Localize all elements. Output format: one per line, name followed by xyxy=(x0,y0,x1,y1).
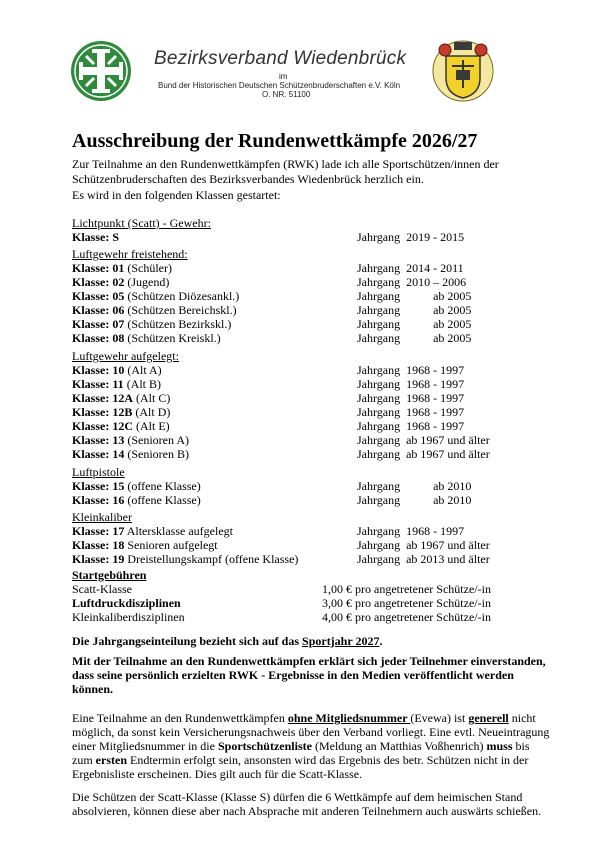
class-years: Jahrgang 1968 - 1997 xyxy=(357,524,465,538)
class-years: Jahrgang ab 2010 xyxy=(357,479,472,493)
class-years: Jahrgang ab 2005 xyxy=(357,303,472,317)
class-years: Jahrgang ab 2005 xyxy=(357,331,472,345)
para1-line-5: Ergebnisliste erscheinen. Dies gilt auch für die Scatt-Klasse. xyxy=(72,767,363,781)
class-years: Jahrgang ab 2010 xyxy=(357,493,472,507)
para1-line-1: Eine Teilnahme an den Rundenwettkämpfen ohne Mitgliedsnummer (Evewa) ist generell nicht xyxy=(72,711,536,725)
class-years: Jahrgang 1968 - 1997 xyxy=(357,391,465,405)
fee-amount: 1,00 € pro angetretener Schütze/-in xyxy=(322,582,491,596)
class-years: Jahrgang 2014 - 2011 xyxy=(357,261,464,275)
org-im: im xyxy=(279,72,288,81)
para1-line-2: möglich, da sonst kein Versicherungsnachweis über den Verband vorliegt. Eine evtl. Neueintragung xyxy=(72,725,550,739)
para1-line-3: einer Mitgliedsnummer in die Sportschützenliste (Meldung an Matthias Voßhenrich) muss bis xyxy=(72,739,530,753)
sportjahr-note: Die Jahrgangseinteilung bezieht sich auf das Sportjahr 2027. xyxy=(72,634,383,648)
intro-line-2: Schützenbruderschaften des Bezirksverbandes Wiedenbrück herzlich ein. xyxy=(72,172,424,186)
class-years: Jahrgang ab 1967 und älter xyxy=(357,538,490,552)
class-years: Jahrgang 1968 - 1997 xyxy=(357,363,465,377)
class-years: Jahrgang ab 2005 xyxy=(357,317,472,331)
class-row: Klasse: 12C (Alt E) xyxy=(72,419,170,433)
class-row: Klasse: 19 Dreistellungskampf (offene Klasse) xyxy=(72,552,299,566)
class-row: Klasse: 17 Altersklasse aufgelegt xyxy=(72,524,233,538)
class-row: Klasse: 16 (offene Klasse) xyxy=(72,493,201,507)
para2-line-2: absolvieren, können diese aber nach Absprache mit anderen Teilnehmern auch auswärts schießen. xyxy=(72,804,542,818)
fee-name: Kleinkaliberdisziplinen xyxy=(72,610,185,624)
class-row: Klasse: 02 (Jugend) xyxy=(72,275,170,289)
consent-line-1: Mit der Teilnahme an den Rundenwettkämpfen erklärt sich jeder Teilnehmer einverstanden, xyxy=(72,654,546,668)
fee-name: Luftdruckdisziplinen xyxy=(72,596,181,610)
org-bund: Bund der Historischen Deutschen Schützenbruderschaften e.V. Köln xyxy=(158,81,401,90)
class-years: Jahrgang 1968 - 1997 xyxy=(357,377,465,391)
fee-amount: 4,00 € pro angetretener Schütze/-in xyxy=(322,610,491,624)
para1-line-4: zum ersten Endtermin erfolgt sein, ansonsten wird das Ergebnis des betr. Schützen nicht in der xyxy=(72,753,529,767)
class-row: Klasse: 18 Senioren aufgelegt xyxy=(72,538,218,552)
class-row: Klasse: 06 (Schützen Bereichskl.) xyxy=(72,303,237,317)
class-row: Klasse: 01 (Schüler) xyxy=(72,261,172,275)
class-row: Klasse: 05 (Schützen Diözesankl.) xyxy=(72,289,240,303)
class-row: Klasse: 12A (Alt C) xyxy=(72,391,171,405)
group-heading-luftpistole: Luftpistole xyxy=(72,465,125,479)
org-nr: O. NR. 51100 xyxy=(262,90,311,99)
class-years: Jahrgang 1968 - 1997 xyxy=(357,405,465,419)
class-years: Jahrgang 2019 - 2015 xyxy=(357,230,465,244)
fees-heading: Startgebühren xyxy=(72,568,147,582)
class-years: Jahrgang 2010 – 2006 xyxy=(357,275,467,289)
class-row: Klasse: 15 (offene Klasse) xyxy=(72,479,201,493)
org-name: Bezirksverband Wiedenbrück xyxy=(154,48,407,69)
class-row: Klasse: 13 (Senioren A) xyxy=(72,433,189,447)
class-row: Klasse: S xyxy=(72,230,120,244)
class-row: Klasse: 11 (Alt B) xyxy=(72,377,162,391)
intro-line-3: Es wird in den folgenden Klassen gestartet: xyxy=(72,188,281,202)
group-heading-lg-aufgelegt: Luftgewehr aufgelegt: xyxy=(72,349,179,363)
district-crest-logo xyxy=(432,38,494,104)
class-years: Jahrgang ab 2005 xyxy=(357,289,472,303)
class-years: Jahrgang ab 1967 und älter xyxy=(357,447,490,461)
class-years: Jahrgang ab 2013 und älter xyxy=(357,552,490,566)
class-row: Klasse: 14 (Senioren B) xyxy=(72,447,189,461)
class-row: Klasse: 12B (Alt D) xyxy=(72,405,171,419)
page-title: Ausschreibung der Rundenwettkämpfe 2026/27 xyxy=(72,130,478,152)
group-heading-scatt: Lichtpunkt (Scatt) - Gewehr: xyxy=(72,216,211,230)
fee-name: Scatt-Klasse xyxy=(72,582,132,596)
class-row: Klasse: 10 (Alt A) xyxy=(72,363,162,377)
consent-line-2: dass seine persönlich erzielten RWK - Ergebnisse in den Medien veröffentlicht werden xyxy=(72,668,514,682)
cross-emblem-logo xyxy=(70,40,132,102)
class-row: Klasse: 08 (Schützen Kreiskl.) xyxy=(72,331,221,345)
group-heading-lg-frei: Luftgewehr freistehend: xyxy=(72,247,188,261)
fee-amount: 3,00 € pro angetretener Schütze/-in xyxy=(322,596,491,610)
class-row: Klasse: 07 (Schützen Bezirkskl.) xyxy=(72,317,232,331)
group-heading-kleinkaliber: Kleinkaliber xyxy=(72,510,132,524)
intro-line-1: Zur Teilnahme an den Rundenwettkämpfen (RWK) lade ich alle Sportschützen/innen der xyxy=(72,157,499,171)
consent-line-3: können. xyxy=(72,682,114,696)
class-years: Jahrgang 1968 - 1997 xyxy=(357,419,465,433)
para2-line-1: Die Schützen der Scatt-Klasse (Klasse S) dürfen die 6 Wettkämpfe auf dem heimischen Stand xyxy=(72,790,523,804)
class-years: Jahrgang ab 1967 und älter xyxy=(357,433,490,447)
